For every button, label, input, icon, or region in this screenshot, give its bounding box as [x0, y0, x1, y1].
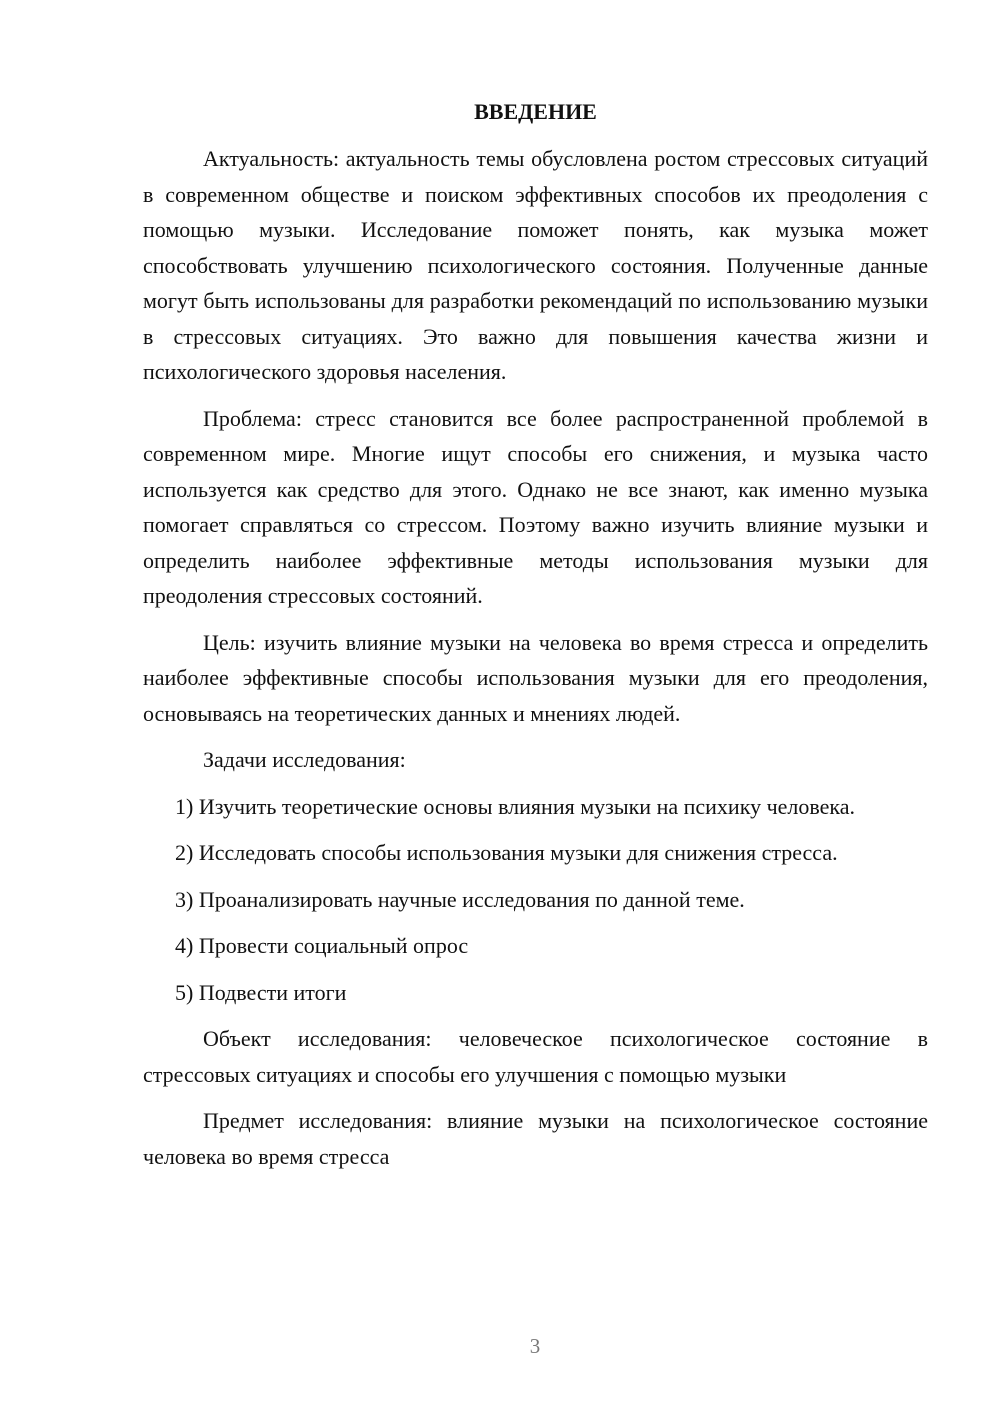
goal-paragraph: Цель: изучить влияние музыки на человека во время стресса и определить наиболее эффективные способы использования музыки для его преодоления, основываясь на теоретических данных и мнениях людей.	[143, 629, 928, 726]
task-item-3: 3) Проанализировать научные исследования по данной теме.	[175, 886, 745, 912]
page-number: 3	[529, 1334, 541, 1358]
task-item-4: 4) Провести социальный опрос	[175, 933, 469, 958]
object-paragraph: Объект исследования: человеческое психологическое состояние в стрессовых ситуациях и способы его улучшения с помощью музыки	[143, 1026, 928, 1087]
task-item-1: 1) Изучить теоретические основы влияния музыки на психику человека.	[175, 793, 856, 819]
subject-paragraph: Предмет исследования: влияние музыки на психологическое состояние человека во время стресса	[143, 1108, 928, 1169]
task-item-5: 5) Подвести итоги	[175, 979, 347, 1005]
relevance-paragraph: Актуальность: актуальность темы обусловлена ростом стрессовых ситуаций в современном обществе и поиском эффективных способов их преодоления с помощью музыки. Исследование поможет понять, как музыка может способствовать улучшению психологического состояния. Полученные данные могут быть использованы для разработки рекомендаций по использованию музыки в стрессовых ситуациях. Это важно для повышения качества жизни и психологического здоровья населения.	[143, 146, 928, 384]
problem-paragraph: Проблема: стресс становится все более распространенной проблемой в современном мире. Многие ищут способы его снижения, и музыка часто используется как средство для этого. Однако не все знают, как именно музыка помогает справляться со стрессом. Поэтому важно изучить влияние музыки и определить наиболее эффективные методы использования музыки для преодоления стрессовых состояний.	[143, 405, 928, 608]
document-body	[143, 94, 928, 1185]
section-heading: ВВЕДЕНИЕ	[474, 99, 597, 124]
tasks-heading: Задачи исследования:	[203, 747, 406, 772]
task-item-2: 2) Исследовать способы использования музыки для снижения стресса.	[175, 840, 838, 865]
